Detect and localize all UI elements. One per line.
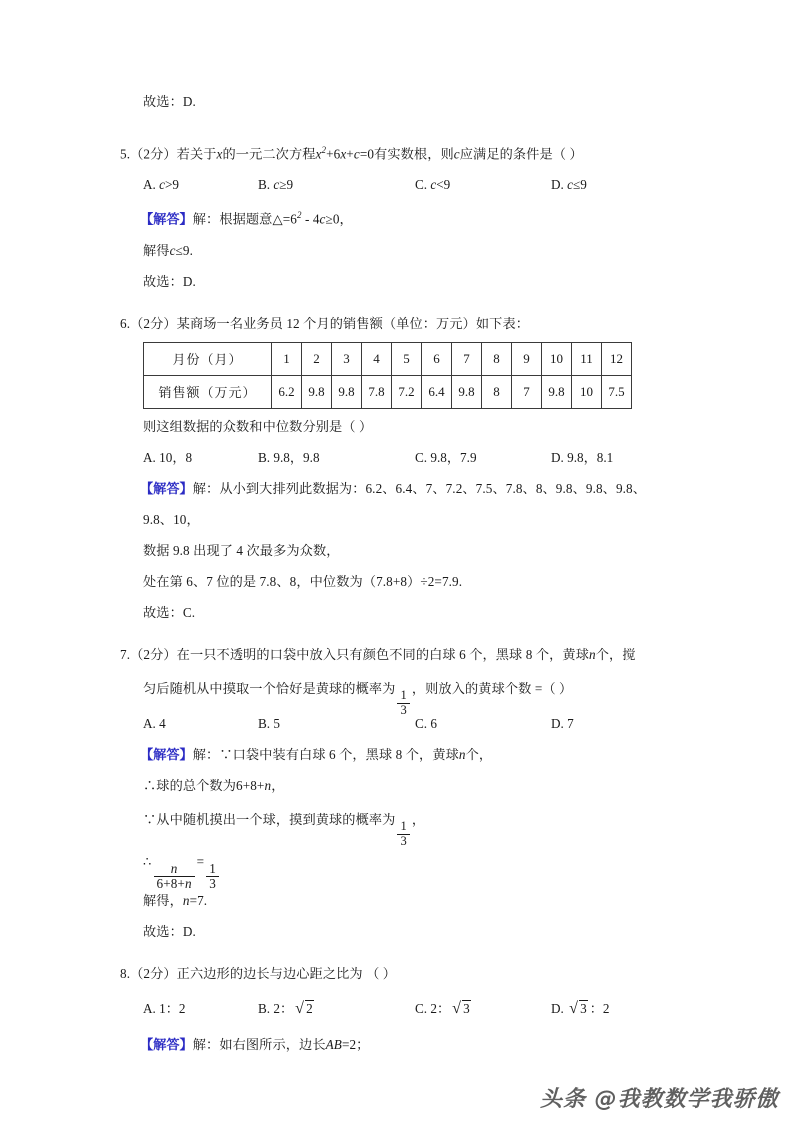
q5-sol1-pre: 解：根据题意△=6 xyxy=(192,211,297,227)
question-8-option-c[interactable] xyxy=(415,989,473,1029)
sales-cell: 8 xyxy=(482,375,512,408)
q6-substem-text: 则这组数据的众数和中位数分别是（ ） xyxy=(143,418,373,434)
q7-sol2-var: n xyxy=(264,777,272,793)
sales-cell: 6.2 xyxy=(272,375,302,408)
question-7-option-a[interactable] xyxy=(143,708,166,739)
month-cell: 10 xyxy=(542,342,572,375)
question-7-solution-line-2 xyxy=(0,770,793,801)
fraction-denominator: 3 xyxy=(400,702,407,717)
watermark-name: 我教数学我骄傲 xyxy=(617,1087,779,1112)
question-5-option-d[interactable] xyxy=(551,169,587,200)
question-6-dot: . xyxy=(126,315,131,331)
q7-sol5-post: =7. xyxy=(189,892,208,908)
sales-table-wrapper xyxy=(0,342,793,409)
q7-stem1-var: n xyxy=(588,646,596,662)
question-7-stem-line-1 xyxy=(0,639,793,670)
option-b-var: c xyxy=(273,177,280,193)
question-6-options xyxy=(0,442,793,473)
question-7-solution-line-1 xyxy=(0,739,793,770)
fraction-numerator: n xyxy=(154,862,195,877)
question-7-solution-line-5 xyxy=(0,885,793,916)
option-a-key: A. xyxy=(143,449,156,465)
question-6-solution-line-3 xyxy=(0,535,793,566)
option-d-key: D. xyxy=(551,449,564,465)
q7-eq-prefix: ∴ xyxy=(143,853,152,869)
q8-sol1-post: =2； xyxy=(341,1036,370,1052)
q7-answer-text: 故选：D. xyxy=(143,923,196,939)
q6-sol1-text: 解：从小到大排列此数据为：6.2、6.4、7、7.2、7.5、7.8、8、9.8、9.8、9.8、 xyxy=(192,480,647,496)
question-6-stem-text: 某商场一名业务员 12 个月的销售额（单位：万元）如下表： xyxy=(176,315,530,331)
sales-cell: 7.2 xyxy=(392,375,422,408)
month-cell: 12 xyxy=(602,342,632,375)
sales-cell: 6.4 xyxy=(422,375,452,408)
probability-fraction xyxy=(397,820,409,848)
question-6-points: （2分） xyxy=(130,315,177,331)
option-b-rel: ≥9 xyxy=(279,177,294,193)
question-5-var-x: x xyxy=(216,146,223,162)
q7-sol3-post: ， xyxy=(411,811,426,827)
q8-sol1-pre: 解：如右图所示，边长 xyxy=(192,1036,326,1052)
question-5-eq-x: x xyxy=(315,146,322,162)
question-7-dot: . xyxy=(126,646,131,662)
option-d-key: D. xyxy=(551,715,564,731)
question-7-answer xyxy=(0,916,793,947)
question-7-option-d[interactable] xyxy=(551,708,574,739)
option-a-key: A. xyxy=(143,177,156,193)
question-6-answer xyxy=(0,597,793,628)
question-5-answer xyxy=(0,266,793,297)
q7-sol1-var: n xyxy=(458,746,466,762)
watermark-prefix: 头条 xyxy=(540,1087,595,1112)
option-c-text: 9.8，7.9 xyxy=(430,449,477,465)
q7-stem2-post: ，则放入的黄球个数 =（ ） xyxy=(411,680,573,696)
q8-sol1-var: AB xyxy=(325,1036,342,1052)
previous-answer-text: 故选：D. xyxy=(143,94,196,109)
footer-watermark xyxy=(540,1082,779,1113)
question-7-option-c[interactable] xyxy=(415,708,437,739)
option-b-text: 9.8，9.8 xyxy=(273,449,320,465)
solution-tag: 【解答】 xyxy=(140,480,193,496)
question-8-points: （2分） xyxy=(130,965,177,981)
q5-sol2-post: ≤9. xyxy=(175,242,193,258)
question-6-sub-stem xyxy=(0,411,793,442)
table-row-months xyxy=(144,342,632,375)
sales-cell: 9.8 xyxy=(302,375,332,408)
square-root-icon: √ 2 xyxy=(295,999,313,1017)
q7-sol3-pre: ∵从中随机摸出一个球，摸到黄球的概率为 xyxy=(143,811,396,827)
question-5-eq-rest: +6 xyxy=(326,146,341,162)
question-5-var-c: c xyxy=(453,146,460,162)
question-8-solution-line-1 xyxy=(0,1029,793,1060)
option-d-suffix: ：2 xyxy=(589,1000,610,1016)
option-a-key: A. xyxy=(143,1000,156,1016)
question-8-options xyxy=(0,989,793,1029)
question-6-solution-line-4 xyxy=(0,566,793,597)
q6-sol4-text: 处在第 6、7 位的是 7.8、8，中位数为（7.8+8）÷2=7.9. xyxy=(143,573,463,589)
question-6-solution-line-2 xyxy=(0,504,793,535)
sales-cell: 7 xyxy=(512,375,542,408)
question-6-option-d[interactable] xyxy=(551,442,613,473)
month-cell: 9 xyxy=(512,342,542,375)
denominator-pre: 6+8+ xyxy=(156,875,185,891)
question-7-stem-line-2 xyxy=(0,670,793,717)
q5-sol1-var: c xyxy=(319,211,326,227)
square-root-icon: √ 3 xyxy=(569,999,587,1017)
month-cell: 8 xyxy=(482,342,512,375)
watermark-at-symbol: @ xyxy=(594,1087,618,1112)
option-b-prefix: 2： xyxy=(273,1000,294,1016)
question-5-points: （2分） xyxy=(130,146,177,162)
option-b-key: B. xyxy=(258,449,271,465)
equation-right-fraction xyxy=(206,862,219,892)
month-cell: 7 xyxy=(452,342,482,375)
question-8-number: 8 xyxy=(120,965,127,981)
q6-sol3-text: 数据 9.8 出现了 4 次最多为众数， xyxy=(143,542,340,558)
previous-answer-line xyxy=(0,86,793,117)
option-a-rel: >9 xyxy=(164,177,180,193)
question-5-eq-zero: =0 xyxy=(359,146,375,162)
question-6-option-a[interactable] xyxy=(143,442,192,473)
q5-sol1-exponent: 2 xyxy=(296,210,302,221)
q7-eq-equals: = xyxy=(196,853,205,869)
question-5-eq-c: c xyxy=(353,146,360,162)
option-c-key: C. xyxy=(415,715,428,731)
row-label-month: 月份（月） xyxy=(144,342,272,375)
question-5-eq-plus: + xyxy=(346,146,354,162)
question-6-stem xyxy=(0,308,793,339)
q8-stem-text: 正六边形的边长与边心距之比为 （ ） xyxy=(176,965,397,981)
q5-sol1-post: - 4 xyxy=(301,211,320,227)
question-8-option-d[interactable] xyxy=(551,989,610,1029)
q7-stem2-pre: 匀后随机从中摸取一个恰好是黄球的概率为 xyxy=(143,680,396,696)
question-5-option-b[interactable] xyxy=(258,169,293,200)
solution-tag: 【解答】 xyxy=(140,211,193,227)
month-cell: 1 xyxy=(272,342,302,375)
row-label-sales: 销售额（万元） xyxy=(144,375,272,408)
q7-stem1-post: 个，搅 xyxy=(595,646,636,662)
sales-cell: 9.8 xyxy=(452,375,482,408)
q5-sol1-end: ≥0， xyxy=(325,211,353,227)
question-5-stem-post: 有实数根，则 xyxy=(374,146,454,162)
q7-sol5-pre: 解得， xyxy=(143,892,183,908)
fraction-denominator: 3 xyxy=(400,833,407,848)
q5-sol2-var: c xyxy=(169,242,176,258)
option-c-rel: <9 xyxy=(436,177,451,193)
question-5-solution-line-2 xyxy=(0,235,793,266)
question-5-number: 5 xyxy=(120,146,127,162)
q7-stem1-pre: 在一只不透明的口袋中放入只有颜色不同的白球 6 个，黑球 8 个，黄球 xyxy=(176,646,589,662)
question-5-option-c[interactable] xyxy=(415,169,450,200)
question-8-option-a[interactable] xyxy=(143,989,186,1029)
month-cell: 3 xyxy=(332,342,362,375)
q7-sol5-var: n xyxy=(182,892,190,908)
option-b-text: 5 xyxy=(273,715,280,731)
month-cell: 5 xyxy=(392,342,422,375)
solution-tag: 【解答】 xyxy=(140,1036,193,1052)
option-a-text: 10，8 xyxy=(159,449,193,465)
question-5-dot: . xyxy=(126,146,131,162)
solution-tag: 【解答】 xyxy=(140,746,193,762)
sales-cell: 7.8 xyxy=(362,375,392,408)
question-7-number: 7 xyxy=(120,646,127,662)
question-6-solution-line-1 xyxy=(0,473,793,504)
q5-sol2-pre: 解得 xyxy=(143,242,170,258)
q7-sol1-pre: 解：∵口袋中装有白球 6 个，黑球 8 个，黄球 xyxy=(192,746,459,762)
question-6-option-c[interactable] xyxy=(415,442,477,473)
radicand: 2 xyxy=(306,1000,313,1016)
question-5-stem-pre: 若关于 xyxy=(176,146,217,162)
page-content xyxy=(0,86,793,1060)
month-cell: 11 xyxy=(572,342,602,375)
option-b-key: B. xyxy=(258,1000,271,1016)
sales-cell: 10 xyxy=(572,375,602,408)
option-c-key: C. xyxy=(415,1000,428,1016)
question-5-eq-var2: x xyxy=(340,146,347,162)
question-7-points: （2分） xyxy=(130,646,177,662)
option-d-key: D. xyxy=(551,1000,564,1016)
question-5-stem xyxy=(0,135,793,169)
option-a-prefix: 1：2 xyxy=(159,1000,186,1016)
q5-answer-text: 故选：D. xyxy=(143,273,196,289)
question-7-options xyxy=(0,708,793,739)
question-8-option-b[interactable] xyxy=(258,989,316,1029)
fraction-numerator: 1 xyxy=(397,820,409,835)
q7-sol2-pre: ∴球的总个数为6+8+ xyxy=(143,777,265,793)
question-8-dot: . xyxy=(126,965,131,981)
sales-cell: 9.8 xyxy=(542,375,572,408)
q6-sol2-text: 9.8、10， xyxy=(143,511,200,527)
radicand: 3 xyxy=(463,1000,470,1016)
sales-cell: 7.5 xyxy=(602,375,632,408)
radicand: 3 xyxy=(580,1000,587,1016)
fraction-denominator: 3 xyxy=(209,875,216,891)
question-5-stem-end: 应满足的条件是（ ） xyxy=(459,146,583,162)
option-b-key: B. xyxy=(258,715,271,731)
month-cell: 4 xyxy=(362,342,392,375)
table-row-sales xyxy=(144,375,632,408)
month-cell: 2 xyxy=(302,342,332,375)
option-d-text: 7 xyxy=(567,715,574,731)
square-root-icon: √ 3 xyxy=(452,999,470,1017)
q6-answer-text: 故选：C. xyxy=(143,604,196,620)
denominator-var: n xyxy=(184,875,192,891)
question-7-option-b[interactable] xyxy=(258,708,280,739)
question-6-number: 6 xyxy=(120,315,127,331)
option-c-prefix: 2： xyxy=(430,1000,451,1016)
option-c-key: C. xyxy=(415,449,428,465)
q7-sol1-post: 个， xyxy=(465,746,493,762)
option-d-rel: ≤9 xyxy=(572,177,587,193)
question-5-stem-mid: 的一元二次方程 xyxy=(222,146,316,162)
option-c-text: 6 xyxy=(430,715,437,731)
option-d-key: D. xyxy=(551,177,564,193)
option-c-key: C. xyxy=(415,177,428,193)
question-5-option-a[interactable] xyxy=(143,169,179,200)
option-c-var: c xyxy=(430,177,437,193)
sales-table xyxy=(143,342,632,409)
question-7-solution-line-3 xyxy=(0,801,793,848)
question-5-options xyxy=(0,169,793,200)
question-5-eq-exponent: 2 xyxy=(321,145,327,155)
fraction-numerator: 1 xyxy=(397,689,409,704)
question-5-solution-line-1 xyxy=(0,200,793,234)
q7-sol2-post: ， xyxy=(271,777,285,793)
question-8-stem xyxy=(0,958,793,989)
option-a-text: 4 xyxy=(159,715,166,731)
option-b-key: B. xyxy=(258,177,271,193)
option-d-text: 9.8，8.1 xyxy=(567,449,614,465)
option-a-key: A. xyxy=(143,715,156,731)
question-6-option-b[interactable] xyxy=(258,442,320,473)
sales-cell: 9.8 xyxy=(332,375,362,408)
option-a-var: c xyxy=(159,177,165,193)
month-cell: 6 xyxy=(422,342,452,375)
fraction-numerator: 1 xyxy=(206,862,219,877)
option-d-var: c xyxy=(567,177,573,193)
